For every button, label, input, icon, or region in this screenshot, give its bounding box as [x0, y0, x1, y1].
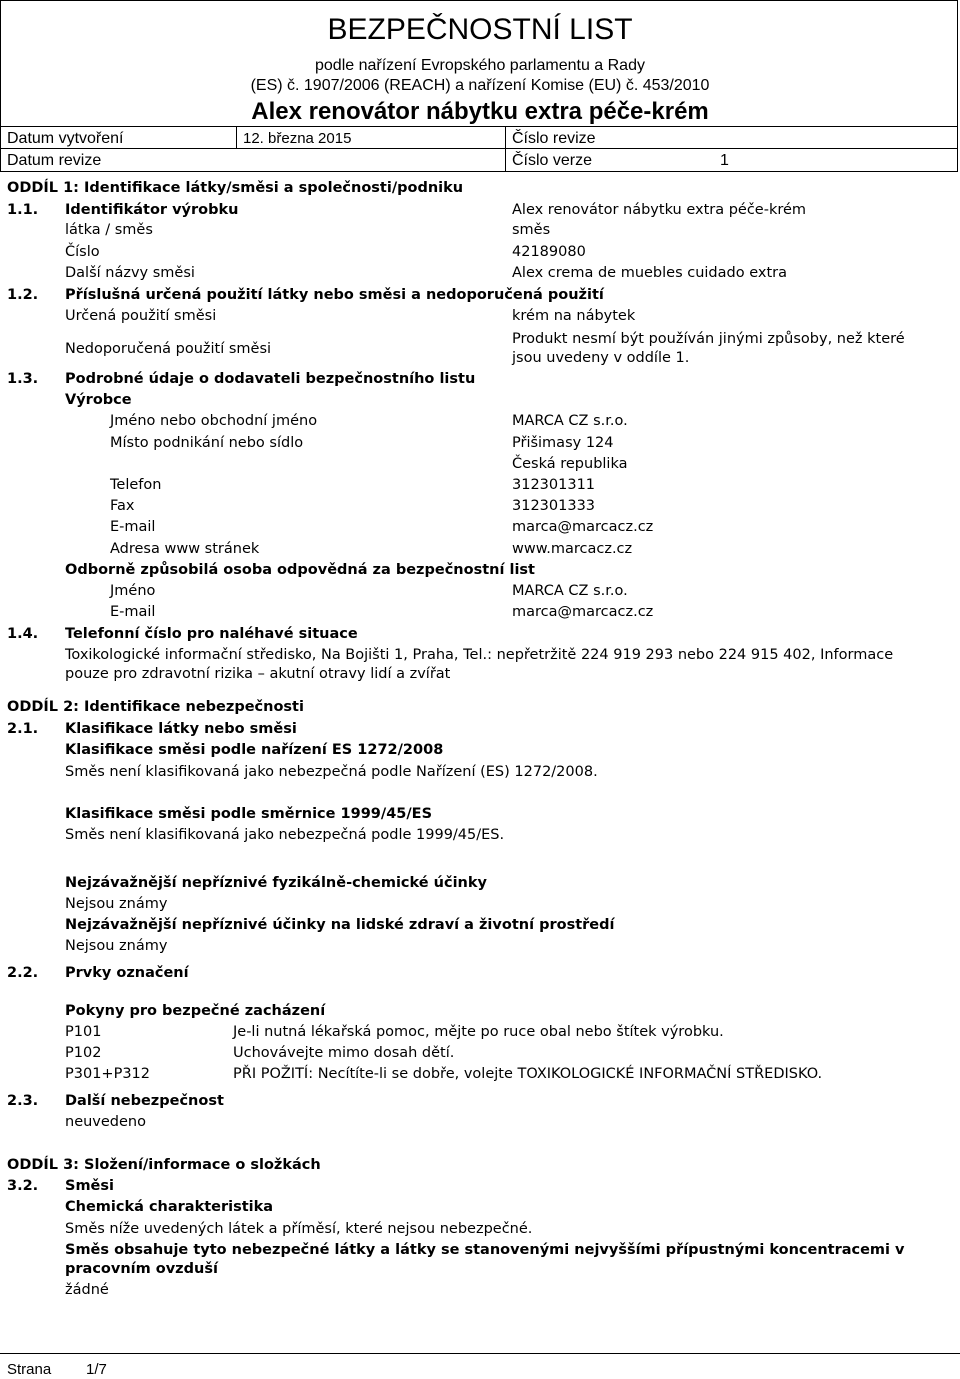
fax-label: Fax [110, 498, 135, 514]
subsection-title: Podrobné údaje o dodavateli bezpečnostního listu [65, 371, 476, 387]
website-label: Adresa www stránek [110, 541, 260, 557]
subsection-number: 1.4. [7, 626, 39, 642]
competent-name-label: Jméno [110, 583, 156, 599]
company-name-value: MARCA CZ s.r.o. [512, 413, 628, 429]
subsection-title: Směsi [65, 1178, 114, 1194]
regulation-line-2: (ES) č. 1907/2006 (REACH) a nařízení Komise (EU) č. 453/2010 [250, 77, 710, 94]
email-label: E-mail [110, 519, 156, 535]
physchem-effects-text: Nejsou známy [65, 896, 168, 912]
precaution-code: P301+P312 [65, 1066, 150, 1082]
health-effects-text: Nejsou známy [65, 938, 168, 954]
not-recommended-value-line-1: Produkt nesmí být používán jinými způsoby, než které [512, 331, 905, 347]
subsection-number: 1.3. [7, 371, 39, 387]
emergency-text-line-1: Toxikologické informační středisko, Na Bojišti 1, Praha, Tel.: nepřetržitě 224 919 293 nebo 224 915 402, Informace [65, 647, 894, 663]
header-divider [505, 126, 506, 172]
subsection-number: 1.1. [7, 202, 39, 218]
not-recommended-value-line-2: jsou uvedeny v oddíle 1. [512, 350, 690, 366]
subsection-title: Další nebezpečnost [65, 1093, 224, 1109]
product-name-header: Alex renovátor nábytku extra péče-krém [251, 98, 709, 125]
precaution-code: P101 [65, 1024, 102, 1040]
competent-email-value[interactable]: marca@marcacz.cz [512, 604, 654, 620]
footer-divider [0, 1353, 960, 1354]
directive-classification-text: Směs není klasifikovaná jako nebezpečná podle 1999/45/ES. [65, 827, 505, 843]
precaution-text: Uchovávejte mimo dosah dětí. [233, 1045, 455, 1061]
fax-value: 312301333 [512, 498, 596, 514]
subsection-title: Identifikátor výrobku [65, 202, 239, 218]
version-number-label: Číslo verze [512, 152, 593, 169]
subsection-number: 3.2. [7, 1178, 39, 1194]
hazardous-substances-text: žádné [65, 1282, 109, 1298]
revision-date-label: Datum revize [7, 152, 102, 169]
number-value: 42189080 [512, 244, 586, 260]
not-recommended-label: Nedoporučená použití směsi [65, 341, 272, 357]
product-identifier-value: Alex renovátor nábytku extra péče-krém [512, 202, 807, 218]
address-label: Místo podnikání nebo sídlo [110, 435, 304, 451]
subsection-number: 2.1. [7, 721, 39, 737]
version-number-value: 1 [720, 152, 729, 169]
other-hazards-text: neuvedeno [65, 1114, 146, 1130]
ec-classification-text: Směs není klasifikovaná jako nebezpečná podle Nařízení (ES) 1272/2008. [65, 764, 598, 780]
revision-number-label: Číslo revize [512, 130, 596, 147]
subsection-title: Příslušná určená použití látky nebo směsi a nedoporučená použití [65, 287, 604, 303]
subsection-number: 1.2. [7, 287, 39, 303]
other-names-label: Další názvy směsi [65, 265, 195, 281]
hazardous-substances-heading-line-1: Směs obsahuje tyto nebezpečné látky a látky se stanovenými nejvyššími přípustnými koncentracemi v [65, 1242, 905, 1258]
precaution-code: P102 [65, 1045, 102, 1061]
physchem-effects-heading: Nejzávažnější nepříznivé fyzikálně-chemické účinky [65, 875, 487, 891]
section-3-heading: ODDÍL 3: Složení/informace o složkách [7, 1157, 321, 1173]
intended-use-label: Určená použití směsi [65, 308, 217, 324]
emergency-text-line-2: pouze pro zdravotní rizika – akutní otravy lidí a zvířat [65, 666, 451, 682]
subsection-number: 2.2. [7, 965, 39, 981]
subsection-title: Klasifikace látky nebo směsi [65, 721, 297, 737]
substance-label: látka / směs [65, 222, 153, 238]
subsection-title: Telefonní číslo pro naléhavé situace [65, 626, 358, 642]
phone-label: Telefon [110, 477, 162, 493]
competent-email-label: E-mail [110, 604, 156, 620]
ec-classification-heading: Klasifikace směsi podle nařízení ES 1272/2008 [65, 742, 444, 758]
company-name-label: Jméno nebo obchodní jméno [110, 413, 318, 429]
phone-value: 312301311 [512, 477, 596, 493]
number-label: Číslo [65, 244, 100, 260]
header-divider [0, 148, 958, 149]
website-value[interactable]: www.marcacz.cz [512, 541, 633, 557]
directive-classification-heading: Klasifikace směsi podle směrnice 1999/45/ES [65, 806, 433, 822]
date-created-label: Datum vytvoření [7, 130, 124, 147]
hazardous-substances-heading-line-2: pracovním ovzduší [65, 1261, 218, 1277]
precautionary-heading: Pokyny pro bezpečné zacházení [65, 1003, 326, 1019]
chemical-characteristics-heading: Chemická charakteristika [65, 1199, 274, 1215]
address-value: Přišimasy 124 [512, 435, 614, 451]
section-1-heading: ODDÍL 1: Identifikace látky/směsi a společnosti/podniku [7, 180, 464, 196]
section-2-heading: ODDÍL 2: Identifikace nebezpečnosti [7, 699, 304, 715]
country-value: Česká republika [512, 456, 628, 472]
other-names-value: Alex crema de muebles cuidado extra [512, 265, 787, 281]
date-created-value: 12. března 2015 [243, 130, 352, 147]
competent-name-value: MARCA CZ s.r.o. [512, 583, 628, 599]
manufacturer-heading: Výrobce [65, 392, 132, 408]
precaution-text: PŘI POŽITÍ: Necítíte-li se dobře, volejte TOXIKOLOGICKÉ INFORMAČNÍ STŘEDISKO. [233, 1066, 823, 1082]
email-value[interactable]: marca@marcacz.cz [512, 519, 654, 535]
competent-person-heading: Odborně způsobilá osoba odpovědná za bezpečnostní list [65, 562, 535, 578]
page-number: 1/7 [86, 1361, 107, 1378]
health-effects-heading: Nejzávažnější nepříznivé účinky na lidské zdraví a životní prostředí [65, 917, 615, 933]
header-divider [236, 126, 237, 148]
subsection-number: 2.3. [7, 1093, 39, 1109]
subsection-title: Prvky označení [65, 965, 189, 981]
substance-value: směs [512, 222, 551, 238]
chemical-characteristics-text: Směs níže uvedených látek a příměsí, které nejsou nebezpečné. [65, 1221, 533, 1237]
regulation-line-1: podle nařízení Evropského parlamentu a Rady [315, 57, 645, 74]
page-label: Strana [7, 1361, 52, 1378]
intended-use-value: krém na nábytek [512, 308, 636, 324]
document-title: BEZPEČNOSTNÍ LIST [327, 13, 633, 46]
precaution-text: Je-li nutná lékařská pomoc, mějte po ruce obal nebo štítek výrobku. [233, 1024, 724, 1040]
